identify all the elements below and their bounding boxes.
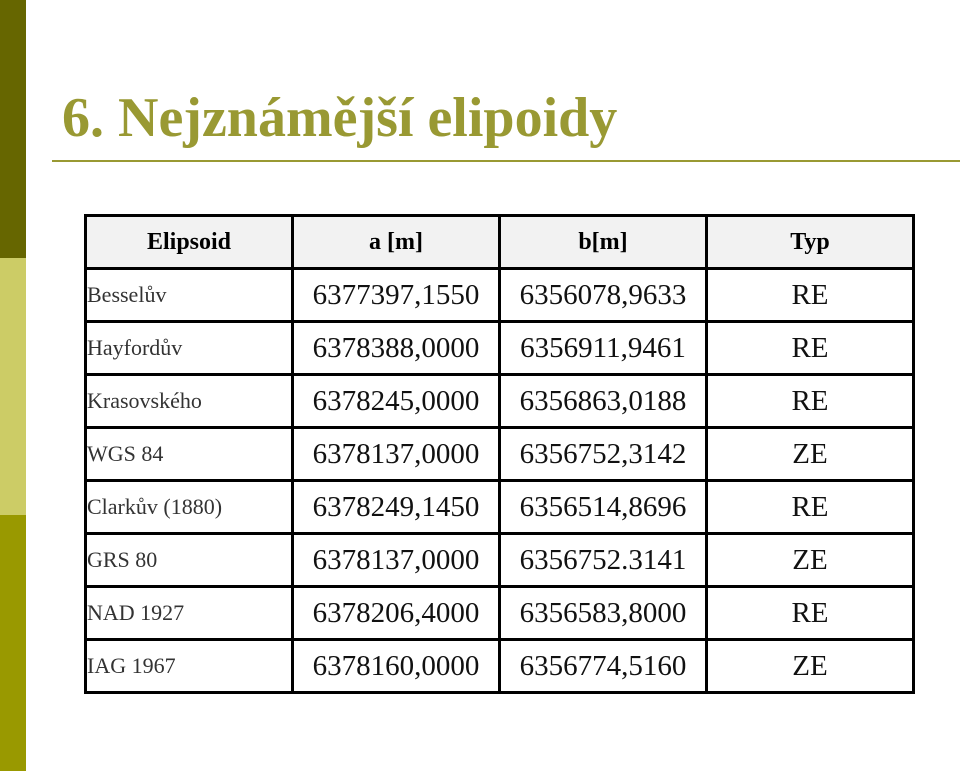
- cell-b: 6356774,5160: [500, 640, 707, 693]
- cell-a: 6378388,0000: [293, 322, 500, 375]
- table-row: [86, 481, 914, 534]
- cell-typ: RE: [707, 587, 914, 640]
- cell-b: 6356863,0188: [500, 375, 707, 428]
- ellipsoid-table: [84, 214, 915, 694]
- cell-b: 6356752,3142: [500, 428, 707, 481]
- cell-name: Besselův: [86, 269, 293, 322]
- header-b: b[m]: [500, 216, 707, 269]
- table-row: [86, 587, 914, 640]
- cell-a: 6378137,0000: [293, 534, 500, 587]
- table-row: [86, 375, 914, 428]
- cell-b: 6356514,8696: [500, 481, 707, 534]
- header-typ: Typ: [707, 216, 914, 269]
- cell-a: 6378249,1450: [293, 481, 500, 534]
- cell-b: 6356911,9461: [500, 322, 707, 375]
- cell-b: 6356752.3141: [500, 534, 707, 587]
- table-row: [86, 534, 914, 587]
- cell-a: 6378160,0000: [293, 640, 500, 693]
- cell-typ: RE: [707, 322, 914, 375]
- slide-title: 6. Nejznámější elipoidy: [62, 87, 618, 149]
- cell-name: GRS 80: [86, 534, 293, 587]
- cell-typ: RE: [707, 375, 914, 428]
- header-a: a [m]: [293, 216, 500, 269]
- table-header-row: [86, 216, 914, 269]
- cell-typ: RE: [707, 269, 914, 322]
- cell-name: Krasovského: [86, 375, 293, 428]
- cell-name: Hayfordův: [86, 322, 293, 375]
- cell-typ: ZE: [707, 640, 914, 693]
- header-elipsoid: Elipsoid: [86, 216, 293, 269]
- cell-a: 6378137,0000: [293, 428, 500, 481]
- cell-name: NAD 1927: [86, 587, 293, 640]
- table-row: [86, 269, 914, 322]
- cell-typ: RE: [707, 481, 914, 534]
- cell-name: IAG 1967: [86, 640, 293, 693]
- side-bar-top: [0, 0, 26, 258]
- title-underline: [52, 160, 960, 162]
- cell-name: Clarkův (1880): [86, 481, 293, 534]
- cell-a: 6378245,0000: [293, 375, 500, 428]
- side-bar-bottom: [0, 515, 26, 771]
- table-row: [86, 322, 914, 375]
- cell-a: 6377397,1550: [293, 269, 500, 322]
- cell-name: WGS 84: [86, 428, 293, 481]
- cell-b: 6356078,9633: [500, 269, 707, 322]
- table-row: [86, 428, 914, 481]
- cell-typ: ZE: [707, 534, 914, 587]
- cell-a: 6378206,4000: [293, 587, 500, 640]
- cell-typ: ZE: [707, 428, 914, 481]
- cell-b: 6356583,8000: [500, 587, 707, 640]
- side-bar-middle: [0, 258, 26, 515]
- table-row: [86, 640, 914, 693]
